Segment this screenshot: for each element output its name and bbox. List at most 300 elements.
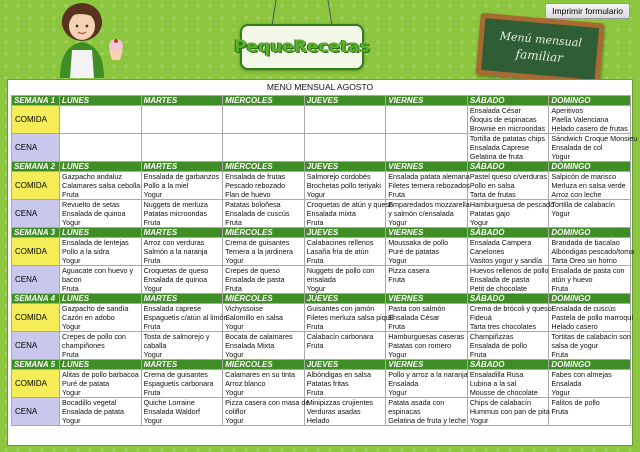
dish-item: Guisantes con jamón [306,304,375,313]
day-header: JUEVES [304,228,386,238]
dish-item: Espaguetis c/atún al limón [143,313,228,322]
menu-cell[interactable] [304,332,386,360]
dish-item: Nuggets de merluza [143,200,208,209]
chalkboard-line-2: familiar [515,46,564,66]
site-logo[interactable]: PequeRecetas [240,24,364,70]
week-label: SEMANA 4 [12,294,60,304]
menu-cell[interactable] [60,304,142,332]
dish-item: Filetes merluza salsa piquill [306,313,395,322]
cena-row [12,134,631,162]
menu-panel [7,79,638,446]
dish-item: Brochetas pollo teriyaki [306,181,381,190]
week-header-row [12,96,631,106]
day-header: VIERNES [386,228,468,238]
menu-cell[interactable] [386,332,468,360]
comida-row [12,172,631,200]
dish-item: Yogur [306,284,326,293]
day-header: SÁBADO [467,96,549,106]
dish-item: Fruta [469,350,487,359]
comida-label: COMIDA [12,106,60,134]
day-header: MARTES [141,294,223,304]
day-header: LUNES [60,96,142,106]
dish-item: Fruta [306,388,324,397]
dish-item: bacon [62,275,82,284]
dish-item: Paella Valenciana [551,115,609,124]
dish-item: Yogur [551,209,570,218]
dish-item: Ensalada Caprese [469,143,529,152]
menu-cell[interactable] [549,106,631,134]
dish-item: Fruta [225,284,242,293]
dish-item: Ensalada de quinoa [62,209,126,218]
dish-item: coliflor [225,407,246,416]
dish-item: Helado casero [551,322,598,331]
day-header: SÁBADO [467,228,549,238]
menu-cell[interactable] [467,200,555,228]
dish-item: Huevos rellenos de pollo [469,266,549,275]
dish-item: Salpicón de marisco [551,172,617,181]
menu-cell[interactable] [60,238,142,266]
dish-item: Hamburguesa de pescado [469,200,555,209]
dish-item: Yogur [62,388,81,397]
dish-item: Patatas con romero [388,341,451,350]
menu-cell[interactable] [304,172,386,200]
dish-item: Pasta con salmón [388,304,446,313]
day-header: SÁBADO [467,294,549,304]
menu-cell[interactable] [467,106,549,134]
dish-item: Yogur [551,152,570,161]
dish-item: Arroz blanco [225,379,266,388]
dish-item: Brownie en microondas [469,124,545,133]
dish-item: Yogur [388,350,407,359]
dish-item: ensalada [306,275,336,284]
dish-item: Pescado rebozado [225,181,286,190]
dish-item: Merluza en salsa verde [551,181,626,190]
dish-item: Arroz con leche [551,190,602,199]
cena-label: CENA [12,266,60,294]
menu-cell[interactable] [304,134,386,162]
menu-cell[interactable] [223,238,305,266]
day-header: MARTES [141,162,223,172]
menu-table-body [12,96,638,426]
menu-cell[interactable] [141,238,223,266]
menu-cell[interactable] [141,266,223,294]
comida-label: COMIDA [12,172,60,200]
day-header: MARTES [141,360,223,370]
dish-item: Crema de guisantes [143,370,208,379]
dish-item: Croquetas de queso [143,266,209,275]
dish-item: Chips de calabacín [469,398,531,407]
cena-row [12,266,631,294]
dish-item: Yogur [388,256,407,265]
menu-cell[interactable] [60,200,142,228]
dish-item: Tarta Oreo sin horno [551,256,617,265]
dish-item: Pizza casera con masa de [225,398,310,407]
dish-item: Fruta [306,322,324,331]
week-label: SEMANA 2 [12,162,60,172]
chalkboard-line-1: Menú mensual [499,29,583,50]
dish-item: espinacas [388,407,421,416]
dish-item: Ensalada [388,379,419,388]
dish-item: Gelatina de fruta [469,152,523,161]
menu-cell[interactable] [386,398,468,426]
menu-cell[interactable] [549,370,631,398]
dish-item: Filetes ternera rebozados [388,181,470,190]
dish-item: Brandada de bacalao [551,238,620,247]
comida-row [12,238,631,266]
menu-cell[interactable] [60,106,142,134]
menu-cell[interactable] [549,200,631,228]
dish-item: Calabacines rellenos [306,238,374,247]
dish-item: Ensalada Mixta [225,341,275,350]
dish-item: Patata asada con [388,398,445,407]
dish-item: Fruta [143,388,161,397]
dish-item: Lubina a la sal [469,379,517,388]
week-label: SEMANA 3 [12,228,60,238]
dish-item: Falitos de pollo [551,398,600,407]
dish-item: y salmón c/ensalada [388,209,454,218]
week-header-row [12,294,631,304]
menu-cell[interactable] [60,398,142,426]
menu-cell[interactable] [549,398,631,426]
menu-cell[interactable] [304,238,386,266]
menu-cell[interactable] [304,200,393,228]
dish-item: Lasaña fría de atún [306,247,369,256]
dish-item: Ensaladilla Rusa [469,370,524,379]
menu-cell[interactable] [141,370,223,398]
menu-cell[interactable] [223,134,305,162]
dish-item: Yogur [388,218,407,227]
week-header-row [12,162,631,172]
dish-item: Yogur [225,256,244,265]
dish-item: Pastel queso c/verduras [469,172,547,181]
dish-item: Ensalada de lentejas [62,238,129,247]
day-header: LUNES [60,162,142,172]
dish-item: Ensalada mixta [306,209,356,218]
dish-item: Pastela de pollo marroquí [551,313,634,322]
menu-cell[interactable] [467,134,549,162]
comida-label: COMIDA [12,238,60,266]
dish-item: Fruta [388,322,406,331]
dish-item: Yogur [62,322,81,331]
dish-item: Tortilla de calabacín [551,200,615,209]
cena-label: CENA [12,398,60,426]
dish-item: Tarta tres chocolates [469,322,537,331]
menu-cell[interactable] [60,266,142,294]
dish-item: Yogur [551,388,570,397]
day-header: JUEVES [304,294,386,304]
dish-item: Canelones [469,247,505,256]
menu-cell[interactable] [141,134,223,162]
dish-item: Aguacate con huevo y [62,266,134,275]
dish-item: Quiche Lorraine [143,398,195,407]
dish-item: Fruta [143,322,161,331]
dish-item: Tosta de salmorejo y [143,332,210,341]
dish-item: Champiñzzas [469,332,514,341]
menu-cell[interactable] [386,370,468,398]
menu-cell[interactable] [549,134,638,162]
menu-cell[interactable] [386,172,468,200]
dish-item: Pollo y arroz a la naranja [388,370,468,379]
dish-item: Verduras asadas [306,407,361,416]
comida-row [12,370,631,398]
dish-item: Fruta [225,218,242,227]
comida-label: COMIDA [12,370,60,398]
day-header: VIERNES [386,96,468,106]
dish-item: Helado casero de frutas [551,124,628,133]
menu-cell[interactable] [386,304,468,332]
dish-item: Ensalada de frutas [225,172,286,181]
dish-item: Yogur [225,350,244,359]
dish-item: champiñones [62,341,105,350]
dish-item: Ensalada caprese [143,304,202,313]
dish-item: Ensalada de cuscús [551,304,616,313]
day-header: MARTES [141,96,223,106]
dish-item: Fruta [306,218,324,227]
dish-item: Vasitos yogur y sandía [469,256,542,265]
week-header-row [12,360,631,370]
dish-item: Calamares salsa cebolla [62,181,141,190]
menu-cell[interactable] [549,238,635,266]
dish-item: Flan de huevo [225,190,271,199]
dish-item: Pollo en salsa [469,181,515,190]
dish-item: Pollo a la sidra [62,247,110,256]
dish-item: Gelatina de fruta y leche [388,416,467,425]
menu-cell[interactable] [141,200,223,228]
dish-item: caballa [143,341,167,350]
dish-item: Yogur [143,350,163,359]
dish-item: Cazón en adobo [62,313,115,322]
dish-item: Albóndigas pescado/toma [551,247,635,256]
dish-item: Fabes con almejas [551,370,612,379]
dish-item: Ensalada de patata [62,407,124,416]
menu-cell[interactable] [386,238,468,266]
menu-cell[interactable] [549,304,634,332]
dish-item: Hummus con pan de pita [469,407,550,416]
dish-item: Moussaka de pollo [388,238,449,247]
menu-cell[interactable] [467,238,549,266]
day-header: VIERNES [386,294,468,304]
day-header: VIERNES [386,360,468,370]
dish-item: Aperitivos [551,106,583,115]
menu-cell[interactable] [304,106,386,134]
dish-item: Yogur [225,322,244,331]
day-header: SÁBADO [467,162,549,172]
dish-item: Puré de patata [62,379,110,388]
dish-item: Bocata de calamares [225,332,293,341]
day-header: DOMINGO [549,162,631,172]
day-header: LUNES [60,360,142,370]
chef-illustration [30,0,130,78]
dish-item: Ensalada patata alemana [388,172,470,181]
dish-item: atún y huevo [551,275,593,284]
menu-cell[interactable] [304,304,395,332]
dish-item: Ensalada de quinoa [143,275,208,284]
dish-item: Yogur [143,416,163,425]
week-label: SEMANA 1 [12,96,60,106]
menu-cell[interactable] [223,200,305,228]
dish-item: Tarta de frutas [469,190,516,199]
menu-cell[interactable] [141,398,223,426]
day-header: DOMINGO [549,294,631,304]
dish-item: Pizza casera [388,266,430,275]
week-header-row [12,228,631,238]
dish-item: Puré de patatas [388,247,439,256]
menu-cell[interactable] [223,106,305,134]
menu-cell[interactable] [467,304,552,332]
dish-item: Calabacín carbonara [306,332,374,341]
dish-item: Gazpacho andaluz [62,172,122,181]
dish-item: Ensalada de pasta con [551,266,625,275]
menu-cell[interactable] [549,266,631,294]
dish-item: Yogur [388,388,407,397]
dish-item: Fruta [62,350,79,359]
dish-item: Minipizzas crujientes [306,398,373,407]
menu-cell[interactable] [467,172,549,200]
dish-item: Hamburguesas caseras [388,332,465,341]
logo-hanging-strings [262,0,342,26]
dish-item: Fruta [62,190,79,199]
dish-item: Salmorejo cordobés [306,172,371,181]
menu-cell[interactable] [60,172,142,200]
dish-item: Yogur [143,284,163,293]
menu-cell[interactable] [223,332,305,360]
menu-cell[interactable] [60,332,142,360]
dish-item: Tortitas de calabacín son [551,332,631,341]
day-header: MIÉRCOLES [223,162,305,172]
dish-item: Ensalada Waldorf [143,407,201,416]
dish-item: Nuggets de pollo con [306,266,375,275]
dish-item: Yogur [469,218,489,227]
dish-item: Gazpacho de sandía [62,304,129,313]
dish-item: Albóndigas en salsa [306,370,372,379]
menu-cell[interactable] [60,134,142,162]
menu-cell[interactable] [467,332,549,360]
dish-item: Fideuá [469,313,492,322]
dish-item: Helado [306,416,330,425]
menu-cell[interactable] [386,106,468,134]
dish-item: Ternera a la jardinera [225,247,294,256]
menu-cell[interactable] [304,266,386,294]
menu-title: MENÚ MENSUAL AGOSTO [266,82,374,92]
day-header: MIÉRCOLES [223,96,305,106]
dish-item: Vichyssoise [225,304,263,313]
day-header: VIERNES [386,162,468,172]
dish-item: Ensalada Campera [469,238,532,247]
menu-cell[interactable] [223,398,310,426]
day-header: JUEVES [304,360,386,370]
day-header: LUNES [60,228,142,238]
dish-item: Ñoquis de espinacas [469,115,537,124]
menu-cell[interactable] [386,134,468,162]
menu-cell[interactable] [467,266,549,294]
dish-item: Ensalada de pollo [469,341,527,350]
day-header: SÁBADO [467,360,549,370]
dish-item: Patatas fritas [306,379,349,388]
dish-item: Yogur [62,218,81,227]
dish-item: Yogur [306,190,326,199]
dish-item: Alitas de pollo barbacoa [62,370,139,379]
menu-cell[interactable] [141,106,223,134]
dish-item: Salmón a la naranja [143,247,208,256]
menu-cell[interactable] [223,304,305,332]
dish-item: Patatas boloñesa [225,200,281,209]
dish-item: Calamares en su tinta [225,370,296,379]
dish-item: Crepes de queso [225,266,280,275]
dish-item: Patatas microondas [143,209,208,218]
menu-cell[interactable] [386,200,468,228]
day-header: LUNES [60,294,142,304]
dish-item: Ensalada César [388,313,440,322]
dish-item: Ensalada de pasta [469,275,530,284]
menu-table [11,95,638,426]
dish-item: Ensalada de pasta [225,275,285,284]
cena-label: CENA [12,332,60,360]
menu-cell[interactable] [223,266,305,294]
cena-row [12,332,631,360]
day-header: DOMINGO [549,360,631,370]
dish-item: Yogur [62,256,81,265]
dish-item: Ensalada [551,379,582,388]
dish-item: Revuelto de setas [62,200,120,209]
dish-item: Bocadillo vegetal [62,398,117,407]
dish-item: Pollo a la miel [143,181,189,190]
menu-cell[interactable] [467,398,549,426]
menu-cell[interactable] [467,370,549,398]
dish-item: Salomillo en salsa [225,313,284,322]
dish-item: Fruta [143,218,161,227]
print-form-button[interactable]: Imprimir formulario [545,3,630,19]
cena-label: CENA [12,200,60,228]
dish-item: Ensalada de col [551,143,603,152]
dish-item: Emparedados mozzarella [388,200,470,209]
day-header: MIÉRCOLES [223,228,305,238]
menu-cell[interactable] [141,332,223,360]
day-header: DOMINGO [549,228,631,238]
dish-item: Ensalada César [469,106,521,115]
menu-cell[interactable] [141,172,223,200]
menu-cell[interactable] [141,304,228,332]
day-header: MIÉRCOLES [223,294,305,304]
comida-row [12,304,631,332]
dish-item: Petit de chocolate [469,284,527,293]
dish-item: Espaguetis carbonara [143,379,214,388]
dish-item: Fruta [306,256,324,265]
menu-cell[interactable] [304,370,386,398]
cena-row [12,398,631,426]
menu-cell[interactable] [223,370,305,398]
menu-cell[interactable] [223,172,305,200]
menu-cell[interactable] [549,332,631,360]
menu-cell[interactable] [304,398,386,426]
dish-item: Sándwich Croque Monsieu [551,134,638,143]
dish-item: Croquetas de atún y queso [306,200,393,209]
dish-item: Ensalada de garbanzos [143,172,220,181]
dish-item: Yogur [62,416,81,425]
dish-item: Fruta [306,341,324,350]
dish-item: Yogur [143,190,163,199]
dish-item: Fruta [551,407,569,416]
dish-item: Fruta [143,256,161,265]
menu-cell[interactable] [60,370,142,398]
menu-cell[interactable] [386,266,468,294]
dish-item: Fruta [388,275,406,284]
dish-item: Tortilla de patatas chips [469,134,545,143]
dish-item: Arroz con verduras [143,238,205,247]
dish-item: Patatas gajo [469,209,510,218]
dish-item: Fruta [551,284,569,293]
menu-cell[interactable] [549,172,631,200]
comida-label: COMIDA [12,304,60,332]
